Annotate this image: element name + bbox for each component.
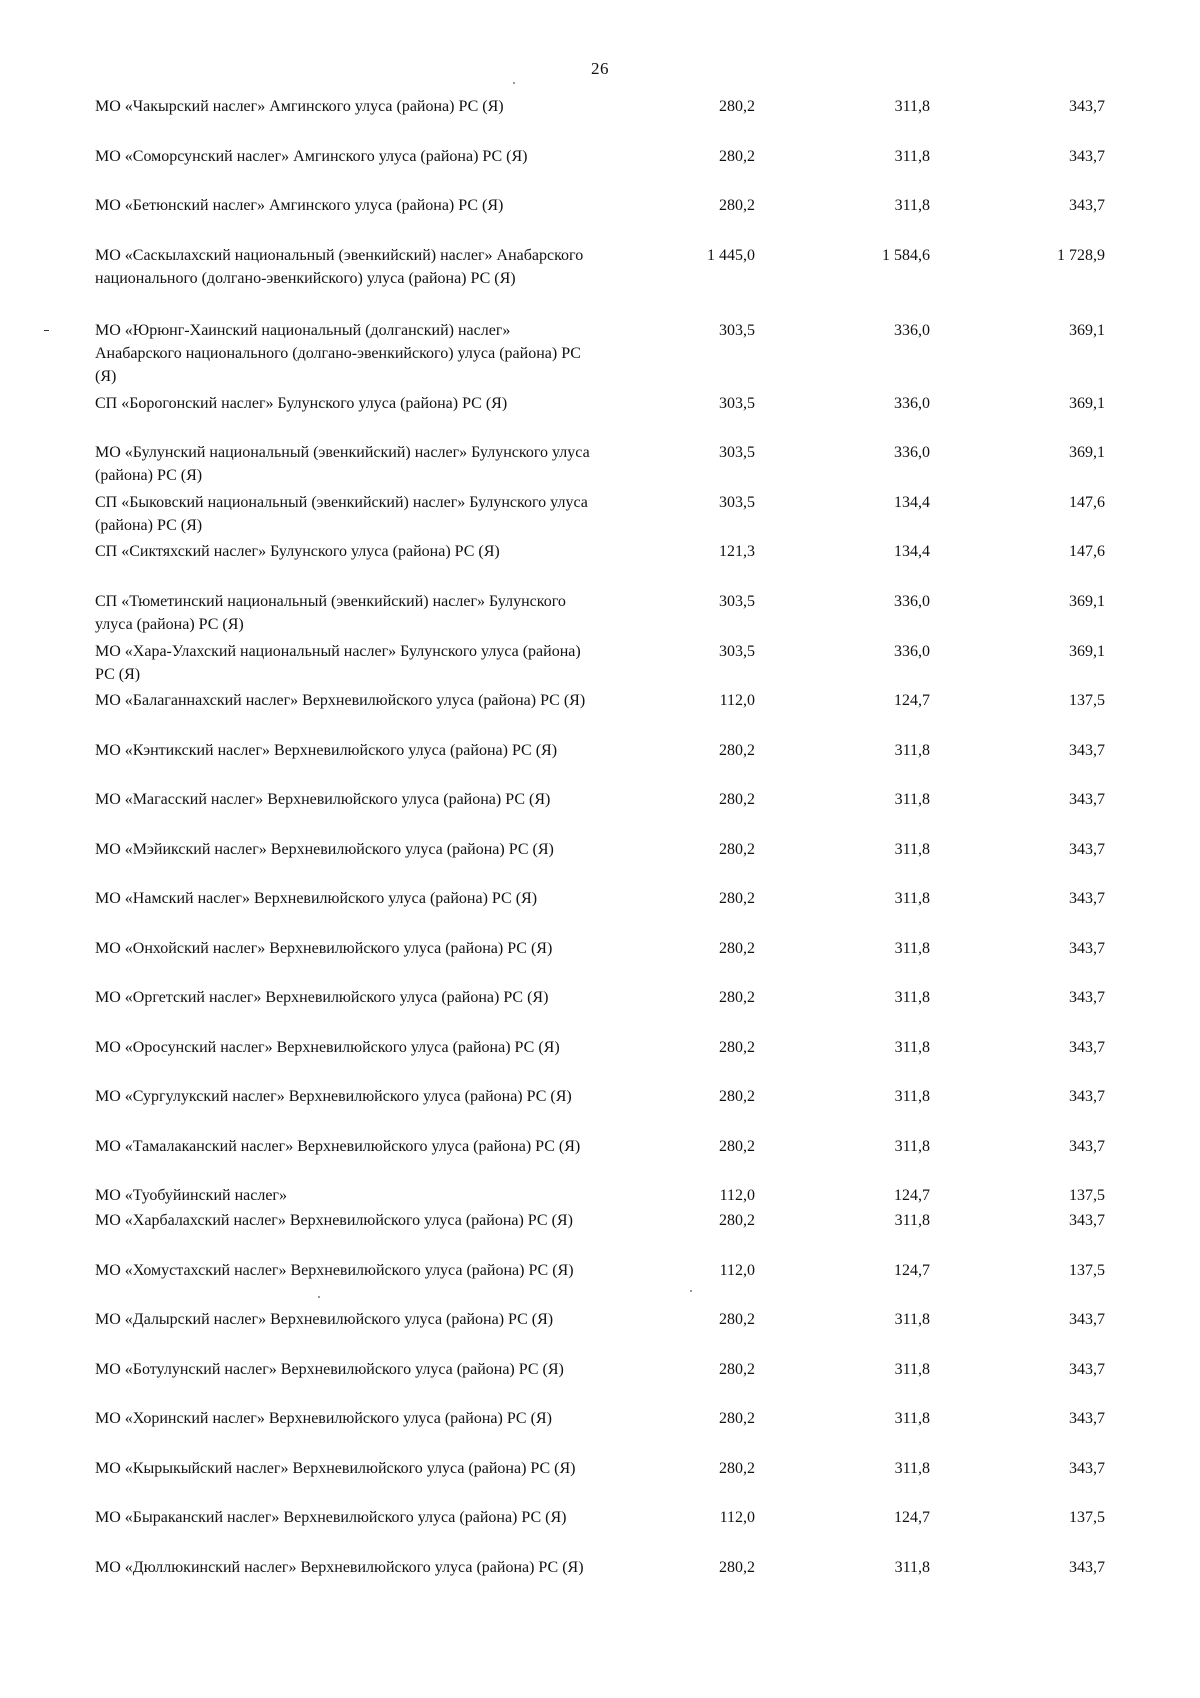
table-row: [0, 937, 1200, 986]
table-row: [0, 392, 1200, 441]
municipality-name: СП «Борогонский наслег» Булунского улуса (района) РС (Я): [95, 395, 508, 412]
municipality-name: МО «Сургулукский наслег» Верхневилюйского улуса (района) РС (Я): [95, 1088, 572, 1105]
amount-year-2: 311,8: [894, 940, 930, 957]
amount-year-3: 369,1: [1069, 643, 1105, 660]
table-row: [0, 540, 1200, 590]
table-row: [0, 319, 1200, 392]
amount-year-3: 137,5: [1069, 1187, 1105, 1204]
amount-year-1: 112,0: [719, 1509, 755, 1526]
amount-year-2: 311,8: [894, 1559, 930, 1576]
amount-year-3: 137,5: [1069, 1509, 1105, 1526]
amount-year-3: 343,7: [1069, 890, 1105, 907]
amount-year-2: 311,8: [894, 1039, 930, 1056]
amount-year-2: 336,0: [894, 643, 930, 660]
amount-year-3: 369,1: [1069, 322, 1105, 339]
amount-year-1: 303,5: [719, 444, 755, 461]
amount-year-1: 303,5: [719, 395, 755, 412]
municipality-name: МО «Намский наслег» Верхневилюйского улуса (района) РС (Я): [95, 890, 538, 907]
amount-year-1: 280,2: [719, 148, 755, 165]
municipality-name: МО «Бетюнский наслег» Амгинского улуса (района) РС (Я): [95, 197, 504, 214]
amount-year-1: 303,5: [719, 643, 755, 660]
municipality-name: МО «Оргетский наслег» Верхневилюйского улуса (района) РС (Я): [95, 989, 549, 1006]
table-row: [0, 986, 1200, 1036]
amount-year-3: 343,7: [1069, 1039, 1105, 1056]
table-row: [0, 145, 1200, 194]
table-row: [0, 95, 1200, 145]
table-row: [0, 1259, 1200, 1308]
amount-year-2: 311,8: [894, 1410, 930, 1427]
amount-year-1: 280,2: [719, 841, 755, 858]
amount-year-2: 134,4: [894, 543, 930, 560]
amount-year-3: 1 728,9: [1057, 247, 1105, 264]
municipality-name: МО «Дюллюкинский наслег» Верхневилюйского улуса (района) РС (Я): [95, 1559, 584, 1576]
table-row: [0, 689, 1200, 739]
amount-year-3: 343,7: [1069, 1361, 1105, 1378]
table-row: [0, 887, 1200, 937]
amount-year-1: 280,2: [719, 1361, 755, 1378]
amount-year-1: 280,2: [719, 1460, 755, 1477]
amount-year-2: 311,8: [894, 1138, 930, 1155]
table-row: [0, 739, 1200, 788]
municipality-name: МО «Чакырский наслег» Амгинского улуса (района) РС (Я): [95, 98, 504, 115]
amount-year-2: 311,8: [894, 1088, 930, 1105]
table-row: [0, 1036, 1200, 1085]
amount-year-3: 343,7: [1069, 1088, 1105, 1105]
amount-year-2: 311,8: [894, 1311, 930, 1328]
amount-year-1: 303,5: [719, 494, 755, 511]
amount-year-2: 124,7: [894, 1262, 930, 1279]
amount-year-3: 137,5: [1069, 1262, 1105, 1279]
table-row: [0, 1407, 1200, 1457]
amount-year-3: 147,6: [1069, 543, 1105, 560]
municipality-name: МО «Хара-Улахский национальный наслег» Булунского улуса (района) РС (Я): [95, 643, 581, 683]
municipality-name: МО «Онхойский наслег» Верхневилюйского улуса (района) РС (Я): [95, 940, 553, 957]
table-row: [0, 1085, 1200, 1135]
municipality-name: МО «Мэйикский наслег» Верхневилюйского улуса (района) РС (Я): [95, 841, 554, 858]
municipality-name: СП «Тюметинский национальный (эвенкийский) наслег» Булунского улуса (района) РС (Я): [95, 593, 566, 633]
amount-year-3: 343,7: [1069, 1410, 1105, 1427]
amount-year-3: 343,7: [1069, 1460, 1105, 1477]
amount-year-2: 134,4: [894, 494, 930, 511]
municipality-name: МО «Юрюнг-Хаинский национальный (долганский) наслег» Анабарского национального (долгано-эвенкийского) улуса (района) РС (Я): [95, 322, 581, 385]
amount-year-2: 336,0: [894, 322, 930, 339]
municipality-name: МО «Саскылахский национальный (эвенкийский) наслег» Анабарского национального (долгано-эвенкийского) улуса (района) РС (Я): [95, 247, 584, 287]
amount-year-3: 343,7: [1069, 940, 1105, 957]
amount-year-2: 311,8: [894, 890, 930, 907]
amount-year-2: 1 584,6: [882, 247, 930, 264]
municipality-name: МО «Далырский наслег» Верхневилюйского улуса (района) РС (Я): [95, 1311, 554, 1328]
amount-year-1: 280,2: [719, 989, 755, 1006]
amount-year-3: 343,7: [1069, 791, 1105, 808]
table-row: [0, 491, 1200, 540]
amount-year-3: 369,1: [1069, 593, 1105, 610]
amount-year-2: 311,8: [894, 1361, 930, 1378]
amount-year-1: 280,2: [719, 1311, 755, 1328]
amount-year-2: 311,8: [894, 1212, 930, 1229]
amount-year-1: 280,2: [719, 1138, 755, 1155]
amount-year-1: 280,2: [719, 98, 755, 115]
amount-year-1: 112,0: [719, 1187, 755, 1204]
amount-year-2: 311,8: [894, 1460, 930, 1477]
scan-speck: [513, 82, 515, 84]
amount-year-3: 343,7: [1069, 1138, 1105, 1155]
amount-year-2: 311,8: [894, 742, 930, 759]
amount-year-2: 311,8: [894, 989, 930, 1006]
amount-year-3: 343,7: [1069, 1311, 1105, 1328]
municipality-name: МО «Хоринский наслег» Верхневилюйского улуса (района) РС (Я): [95, 1410, 552, 1427]
table-row: [0, 194, 1200, 244]
amount-year-1: 280,2: [719, 1088, 755, 1105]
municipality-name: МО «Туобуйинский наслег»: [95, 1187, 287, 1204]
amount-year-1: 1 445,0: [707, 247, 755, 264]
municipality-name: МО «Кырыкыйский наслег» Верхневилюйского улуса (района) РС (Я): [95, 1460, 576, 1477]
table-row: [0, 788, 1200, 838]
amount-year-2: 311,8: [894, 197, 930, 214]
table-row: [0, 1457, 1200, 1506]
municipality-name: МО «Балаганнахский наслег» Верхневилюйского улуса (района) РС (Я): [95, 692, 586, 709]
table-row: [0, 1556, 1200, 1605]
municipality-name: МО «Магасский наслег» Верхневилюйского улуса (района) РС (Я): [95, 791, 551, 808]
amount-year-3: 343,7: [1069, 197, 1105, 214]
page-number: 26: [591, 59, 609, 78]
amount-year-1: 280,2: [719, 890, 755, 907]
amount-year-1: 280,2: [719, 1559, 755, 1576]
table-row: [0, 590, 1200, 640]
table-row: [0, 1209, 1200, 1259]
table-row: [0, 1308, 1200, 1358]
amount-year-1: 112,0: [719, 1262, 755, 1279]
table-row: [0, 1506, 1200, 1556]
amount-year-3: 369,1: [1069, 395, 1105, 412]
municipality-name: МО «Харбалахский наслег» Верхневилюйского улуса (района) РС (Я): [95, 1212, 573, 1229]
amount-year-2: 124,7: [894, 692, 930, 709]
allocation-table: [0, 95, 1200, 1605]
amount-year-3: 343,7: [1069, 98, 1105, 115]
amount-year-2: 311,8: [894, 148, 930, 165]
amount-year-3: 369,1: [1069, 444, 1105, 461]
table-row: [0, 1184, 1200, 1209]
municipality-name: МО «Тамалаканский наслег» Верхневилюйского улуса (района) РС (Я): [95, 1138, 581, 1155]
amount-year-1: 280,2: [719, 1410, 755, 1427]
table-row: [0, 1358, 1200, 1407]
amount-year-2: 336,0: [894, 444, 930, 461]
amount-year-2: 336,0: [894, 593, 930, 610]
table-row: [0, 640, 1200, 689]
municipality-name: СП «Быковский национальный (эвенкийский) наслег» Булунского улуса (района) РС (Я): [95, 494, 588, 534]
municipality-name: МО «Быраканский наслег» Верхневилюйского улуса (района) РС (Я): [95, 1509, 567, 1526]
amount-year-1: 303,5: [719, 322, 755, 339]
amount-year-1: 280,2: [719, 197, 755, 214]
municipality-name: СП «Сиктяхский наслег» Булунского улуса (района) РС (Я): [95, 543, 500, 560]
amount-year-1: 112,0: [719, 692, 755, 709]
table-row: [0, 1135, 1200, 1184]
table-row: [0, 441, 1200, 491]
amount-year-1: 280,2: [719, 1039, 755, 1056]
table-row: [0, 244, 1200, 319]
amount-year-1: 280,2: [719, 940, 755, 957]
amount-year-1: 303,5: [719, 593, 755, 610]
amount-year-1: 280,2: [719, 791, 755, 808]
municipality-name: МО «Соморсунский наслег» Амгинского улуса (района) РС (Я): [95, 148, 528, 165]
amount-year-3: 343,7: [1069, 989, 1105, 1006]
amount-year-2: 124,7: [894, 1187, 930, 1204]
amount-year-2: 311,8: [894, 98, 930, 115]
municipality-name: МО «Ботулунский наслег» Верхневилюйского улуса (района) РС (Я): [95, 1361, 564, 1378]
amount-year-1: 280,2: [719, 1212, 755, 1229]
municipality-name: МО «Оросунский наслег» Верхневилюйского улуса (района) РС (Я): [95, 1039, 560, 1056]
municipality-name: МО «Булунский национальный (эвенкийский) наслег» Булунского улуса (района) РС (Я): [95, 444, 590, 484]
amount-year-3: 343,7: [1069, 1212, 1105, 1229]
amount-year-1: 121,3: [719, 543, 755, 560]
amount-year-2: 311,8: [894, 841, 930, 858]
amount-year-2: 124,7: [894, 1509, 930, 1526]
municipality-name: МО «Кэнтикский наслег» Верхневилюйского улуса (района) РС (Я): [95, 742, 558, 759]
table-row: [0, 838, 1200, 887]
amount-year-2: 311,8: [894, 791, 930, 808]
amount-year-3: 343,7: [1069, 1559, 1105, 1576]
amount-year-3: 343,7: [1069, 841, 1105, 858]
amount-year-3: 343,7: [1069, 742, 1105, 759]
amount-year-3: 343,7: [1069, 148, 1105, 165]
amount-year-3: 147,6: [1069, 494, 1105, 511]
amount-year-1: 280,2: [719, 742, 755, 759]
municipality-name: МО «Хомустахский наслег» Верхневилюйского улуса (района) РС (Я): [95, 1262, 574, 1279]
amount-year-3: 137,5: [1069, 692, 1105, 709]
amount-year-2: 336,0: [894, 395, 930, 412]
